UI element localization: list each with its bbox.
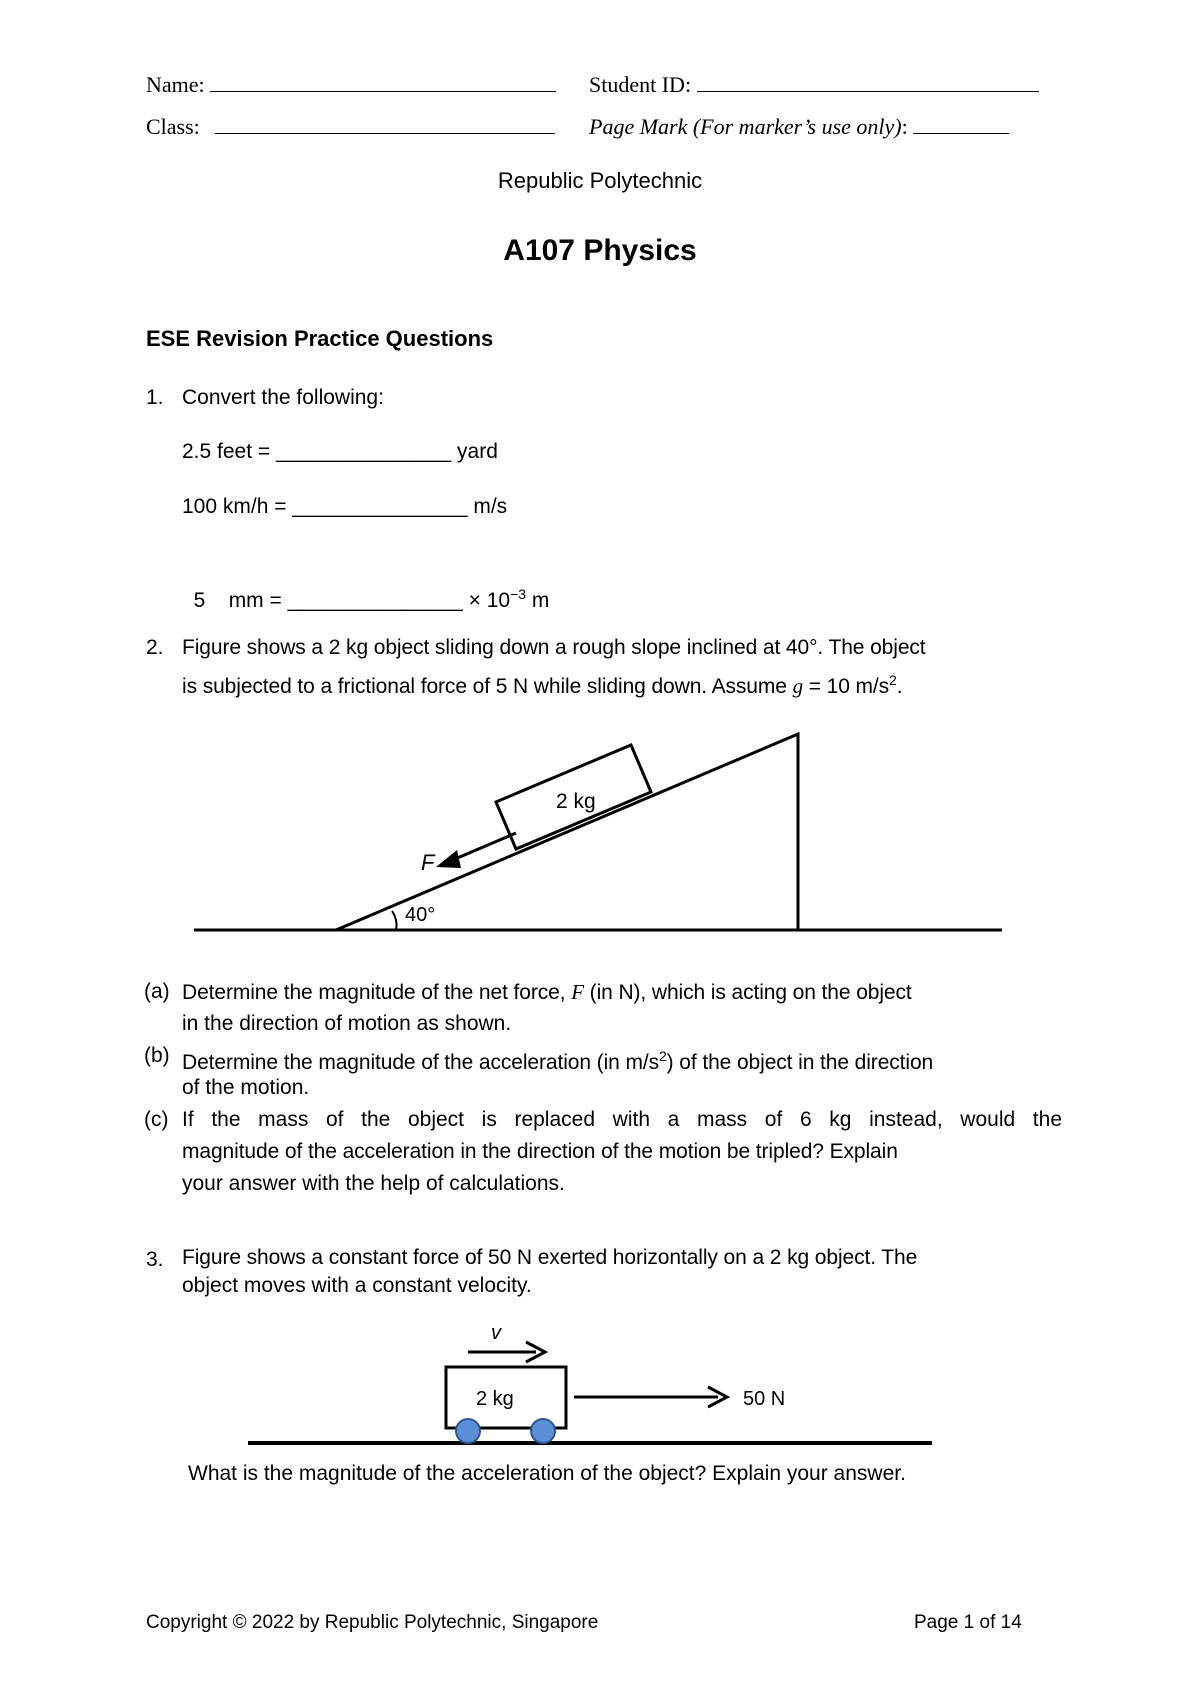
q2b-text-1: Determine the magnitude of the acceleration (in m/s [182, 1051, 659, 1074]
q1-prompt: Convert the following: [182, 386, 384, 409]
student-id-label: Student ID: [589, 72, 692, 97]
velocity-label: v [491, 1322, 501, 1344]
q3-text-line2: object moves with a constant velocity. [182, 1274, 532, 1297]
page-mark-colon: : [901, 114, 908, 139]
q2-number: 2. [146, 636, 164, 659]
q1-line1-blank[interactable]: _______________ [276, 440, 452, 463]
force-label: F [421, 850, 435, 875]
q2b-exp: 2 [658, 1048, 667, 1064]
q2-text-line2-a: is subjected to a frictional force of 5 N while sliding down. Assume [182, 675, 793, 698]
q2c-text-line1: If the mass of the object is replaced with a mass of 6 kg instead, would the [182, 1108, 1062, 1131]
q2a-label: (a) [144, 980, 170, 1003]
footer-copyright: Copyright © 2022 by Republic Polytechnic, Singapore [146, 1612, 599, 1633]
block-mass-label: 2 kg [556, 790, 596, 813]
q2-text-line2-exp: 2 [889, 672, 897, 688]
q3-question: What is the magnitude of the acceleration of the object? Explain your answer. [188, 1462, 906, 1485]
q3-text-line1: Figure shows a constant force of 50 N exerted horizontally on a 2 kg object. The [182, 1246, 918, 1269]
q1-line2-left: 100 km/h = [182, 495, 293, 518]
section-title: ESE Revision Practice Questions [146, 326, 494, 351]
course-title: A107 Physics [503, 234, 697, 267]
q2a-F-symbol: F [571, 980, 584, 1004]
q1-line3-exponent: −3 [510, 586, 527, 602]
q1-line3-blank[interactable]: _______________ [287, 589, 463, 612]
q1-line3-right: × 10 [462, 589, 511, 612]
q1-line2-blank[interactable]: _______________ [292, 495, 468, 518]
q2-g-symbol: g [792, 674, 803, 698]
name-label: Name: [146, 72, 205, 97]
q3-number: 3. [146, 1248, 164, 1271]
cart-wheel-left [456, 1419, 480, 1443]
cart-wheel-right [531, 1419, 555, 1443]
q2c-text-line2: magnitude of the acceleration in the direction of the motion be tripled? Explain [182, 1140, 898, 1163]
q2b-text-2: ) of the object in the direction [666, 1051, 934, 1074]
q1-line1-left: 2.5 feet = [182, 440, 276, 463]
q2a-text-2: (in N), which is acting on the object [583, 981, 912, 1004]
q2b-text-line2: of the motion. [182, 1076, 310, 1099]
q1-line2-right: m/s [467, 495, 508, 518]
force-50n-label: 50 N [743, 1388, 786, 1410]
institution-name: Republic Polytechnic [497, 168, 703, 193]
q2a-text-1: Determine the magnitude of the net force, [182, 981, 572, 1004]
cart-mass-label: 2 kg [476, 1388, 514, 1410]
q2c-label: (c) [144, 1108, 169, 1131]
q1-line3-left: 5 mm = [193, 589, 288, 612]
q2c-text-line3: your answer with the help of calculations. [182, 1172, 565, 1195]
angle-label: 40° [405, 904, 436, 926]
footer-page-number: Page 1 of 14 [914, 1612, 1022, 1633]
class-label: Class: [146, 114, 200, 139]
page-mark-label: Page Mark (For marker’s use only) [589, 114, 902, 139]
q1-number: 1. [146, 386, 164, 409]
q1-line1-right: yard [451, 440, 498, 463]
q2b-label: (b) [144, 1044, 170, 1067]
q2-text-line2-b: = 10 m/s [802, 675, 890, 698]
q2-text-line1: Figure shows a 2 kg object sliding down a rough slope inclined at 40°. The object [182, 636, 926, 659]
q1-line3-unit: m [526, 589, 550, 612]
q2a-text-line2: in the direction of motion as shown. [182, 1012, 512, 1035]
q2-text-line2-c: . [896, 675, 903, 698]
